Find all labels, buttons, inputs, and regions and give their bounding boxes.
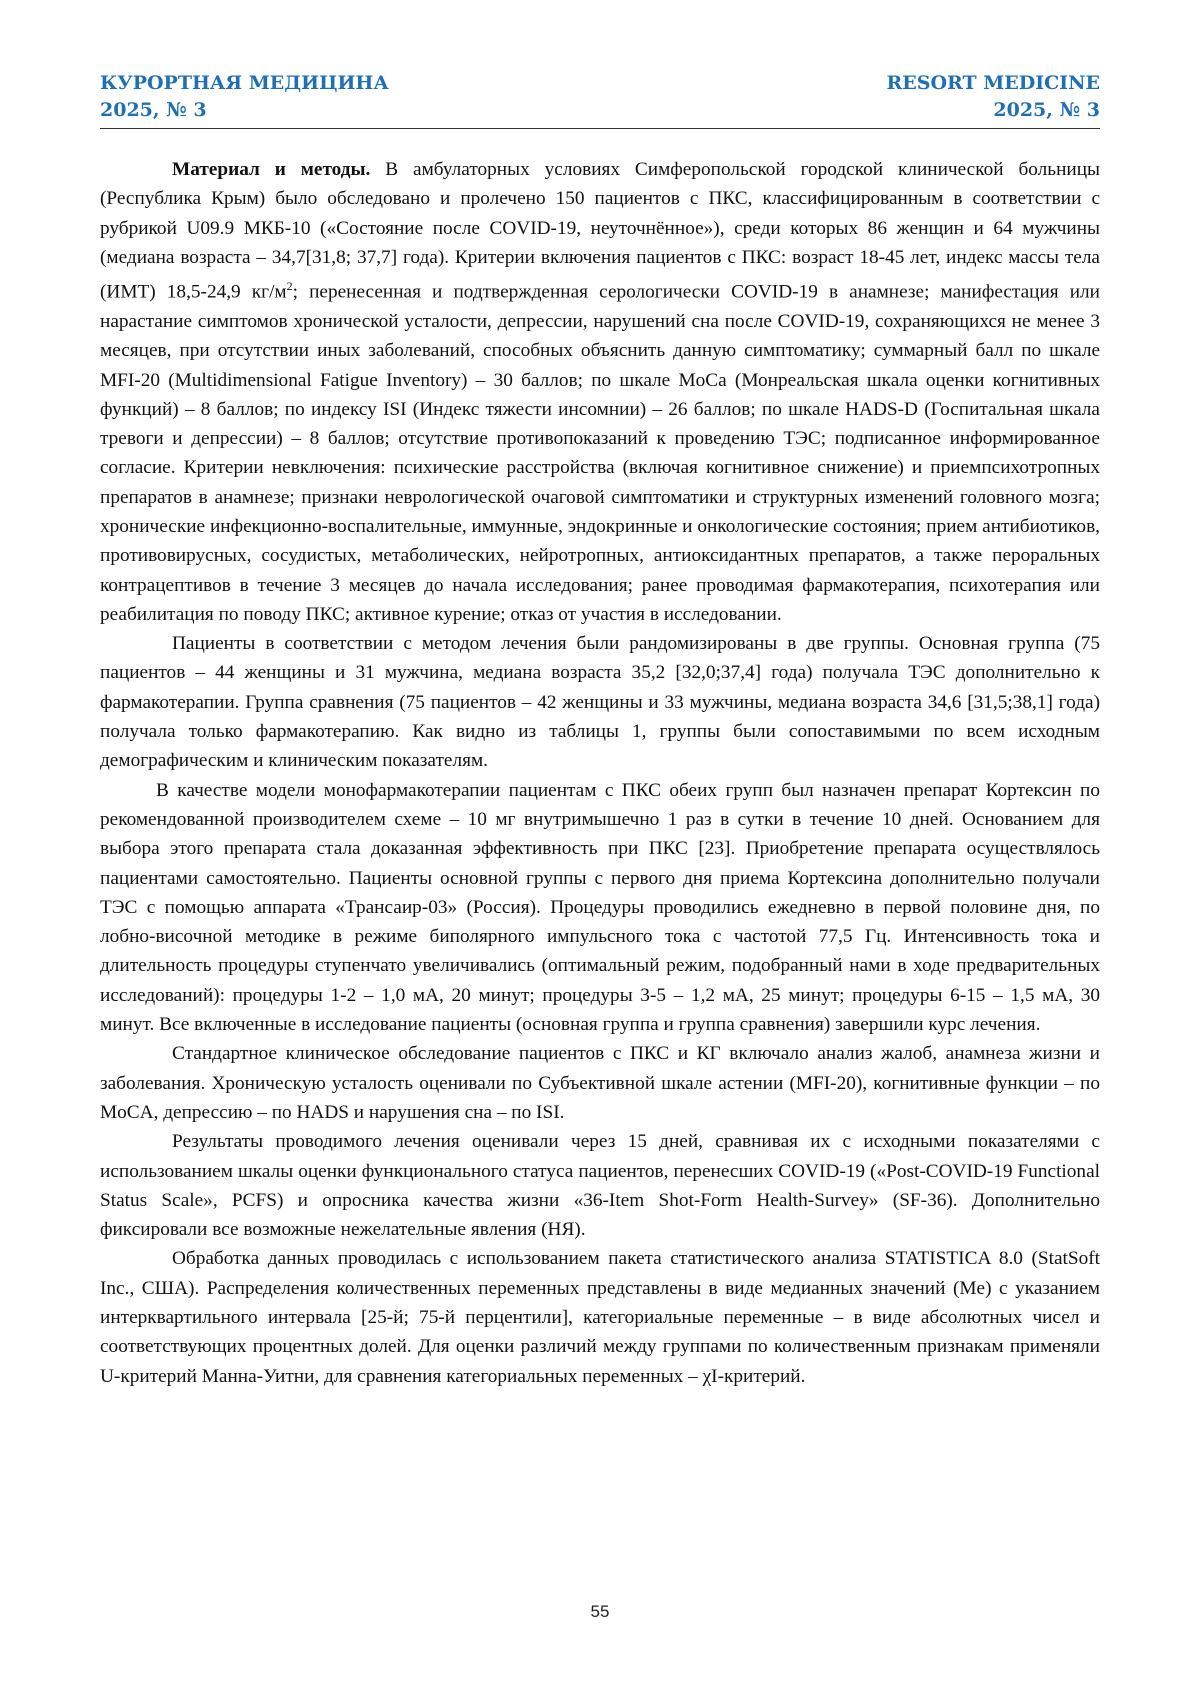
paragraph-clinical-exam: Стандартное клиническое обследование пациентов с ПКС и КГ включало анализ жалоб, анамнеза жизни и заболевания. Хроническую усталость оценивали по Субъективной шкале астении (MFI-20), когнитивные функции – по MoCA, депрессию – по HADS и нарушения сна – по ISI. <box>100 1043 1100 1123</box>
running-header <box>100 70 1100 129</box>
header-left <box>100 70 389 124</box>
paragraph-statistics: Обработка данных проводилась с использованием пакета статистического анализа STATISTICA 8.0 (StatSoft Inc., США). Распределения количественных переменных представлены в виде медианных значений (Me) с указанием интерквартильного интервала [25-й; 75-й перцентили], категориальные переменные – в виде абсолютных чисел и соответствующих процентных долей. Для оценки различий между группами по количественным признакам применяли U-критерий Манна-Уитни, для сравнения категориальных переменных – χI-критерий. <box>100 1248 1100 1387</box>
paragraph-randomization: Пациенты в соответствии с методом лечения были рандомизированы в две группы. Основная группа (75 пациентов – 44 женщины и 31 мужчина, медиана возраста 35,2 [32,0;37,4] года) получала ТЭС дополнительно к фармакотерапии. Группа сравнения (75 пациентов – 42 женщины и 33 мужчины, медиана возраста 34,6 [31,5;38,1] года) получала только фармакотерапию. Как видно из таблицы 1, группы были сопоставимыми по всем исходным демографическим и клиническим показателям. <box>100 633 1100 772</box>
page-number: 55 <box>590 1602 610 1621</box>
superscript: 2 <box>286 279 293 294</box>
paragraph-results-evaluation: Результаты проводимого лечения оценивали через 15 дней, сравнивая их с исходными показателями с использованием шкалы оценки функционального статуса пациентов, перенесших COVID-19 («Post-COVID-19 Functional Status Scale», PCFS) и опросника качества жизни «36-Item Shot-Form Health-Survey» (SF-36). Дополнительно фиксировали все возможные нежелательные явления (НЯ). <box>100 1131 1100 1241</box>
paragraph-text: В амбулаторных условиях Симферопольской городской клинической больницы (Республика Крым) было обследовано и пролечено 150 пациентов с ПКС, классифицированным в соответствии с рубрикой U09.9 МКБ-10 («Состояние после COVID-19, неуточнённое»), среди которых 86 женщин и 64 мужчины (медиана возраста – 34,7[31,8; 37,7] года). Критерии включения пациентов с ПКС: возраст 18-45 лет, индекс массы тела (ИМТ) 18,5-24,9 кг/м <box>100 159 1100 303</box>
journal-title-en: RESORT MEDICINE <box>886 72 1100 94</box>
paragraph-text: ; перенесенная и подтвержденная серологически COVID-19 в анамнезе; манифестация или нарастание симптомов хронической усталости, депрессии, нарушений сна после COVID-19, сохраняющихся не менее 3 месяцев, при отсутствии иных заболеваний, способных объяснить данную симптоматику; суммарный балл по шкале MFI-20 (Multidimensional Fatigue Inventory) – 30 баллов; по шкале MoCa (Монреальская шкала оценки когнитивных функций) – 8 баллов; по индексу ISI (Индекс тяжести инсомнии) – 26 баллов; по шкале HADS-D (Госпитальная шкала тревоги и депрессии) – 8 баллов; отсутствие противопоказаний к проведению ТЭС; подписанное информированное согласие. Критерии невключения: психические расстройства (включая когнитивное снижение) и приемпсихотропных препаратов в анамнезе; признаки неврологической очаговой симптоматики и структурных изменений головного мозга; хронические инфекционно-воспалительные, иммунные, эндокринные и онкологические состояния; прием антибиотиков, противовирусных, сосудистых, метаболических, нейротропных, антиоксидантных препаратов, а также пероральных контрацептивов в течение 3 месяцев до начала исследования; ранее проводимая фармакотерапия, психотерапия или реабилитация по поводу ПКС; активное курение; отказ от участия в исследовании. <box>100 281 1100 625</box>
issue-ru: 2025, № 3 <box>100 99 207 121</box>
journal-title-ru: КУРОРТНАЯ МЕДИЦИНА <box>100 72 389 94</box>
paragraph-materials-methods <box>100 155 1100 629</box>
header-right <box>887 70 1101 124</box>
article-body <box>100 155 1100 1391</box>
paragraph-pharmacotherapy: В качестве модели монофармакотерапии пациентам с ПКС обеих групп был назначен препарат Кортексин по рекомендованной производителем схеме – 10 мг внутримышечно 1 раз в сутки в течение 10 дней. Основанием для выбора этого препарата стала доказанная эффективность при ПКС [23]. Приобретение препарата осуществлялось пациентами самостоятельно. Пациенты основной группы с первого дня приема Кортексина дополнительно получали ТЭС с помощью аппарата «Трансаир-03» (Россия). Процедуры проводились ежедневно в первой половине дня, по лобно-височной методике в режиме биполярного импульсного тока с частотой 77,5 Гц. Интенсивность тока и длительность процедуры ступенчато увеличивались (оптимальный режим, подобранный нами в ходе предварительных исследований): процедуры 1-2 – 1,0 мА, 20 минут; процедуры 3-5 – 1,2 мА, 25 минут; процедуры 6-15 – 1,5 мА, 30 минут. Все включенные в исследование пациенты (основная группа и группа сравнения) завершили курс лечения. <box>100 779 1100 1036</box>
issue-en: 2025, № 3 <box>993 99 1100 121</box>
section-lead: Материал и методы. <box>172 159 371 180</box>
